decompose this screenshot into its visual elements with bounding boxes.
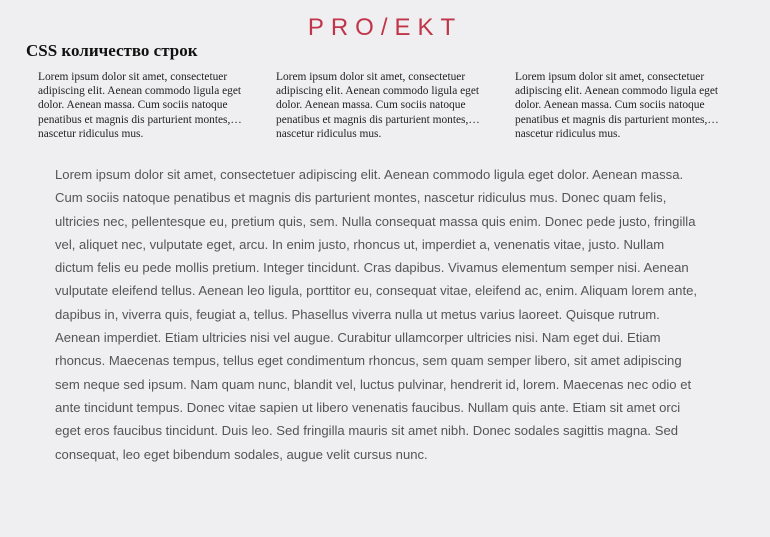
main-paragraph: Lorem ipsum dolor sit amet, consectetuer adipiscing elit. Aenean commodo ligula eget dolor. Aenean massa. Cum sociis natoque penatibus et magnis dis parturient montes, nascetur ridiculus mus. Donec quam felis, ultricies nec, pellentesque eu, pretium quis, sem. Nulla consequat massa quis enim. Donec pede justo, fringilla vel, aliquet nec, vulputate eget, arcu. In enim justo, rhoncus ut, imperdiet a, venenatis vitae, justo. Nullam dictum felis eu pede mollis pretium. Integer tincidunt. Cras dapibus. Vivamus elementum semper nisi. Aenean vulputate eleifend tellus. Aenean leo ligula, porttitor eu, consequat vitae, eleifend ac, enim. Aliquam lorem ante, dapibus in, viverra quis, feugiat a, tellus. Phasellus viverra nulla ut metus varius laoreet. Quisque rutrum. Aenean imperdiet. Etiam ultricies nisi vel augue. Curabitur ullamcorper ultricies nisi. Nam eget dui. Etiam rhoncus. Maecenas tempus, tellus eget condimentum rhoncus, sem quam semper libero, sit amet adipiscing sem neque sed ipsum. Nam quam nunc, blandit vel, luctus pulvinar, hendrerit id, lorem. Maecenas nec odio et ante tincidunt tempus. Donec vitae sapien ut libero venenatis faucibus. Nullam quis ante. Etiam sit amet orci eget eros faucibus tincidunt. Duis leo. Sed fringilla mauris sit amet nibh. Donec sodales sagittis magna. Sed consequat, leo eget bibendum sodales, augue velit cursus nunc.: [55, 167, 697, 462]
truncated-text-card-3: Lorem ipsum dolor sit amet, consectetuer adipiscing elit. Aenean commodo ligula eget dolor. Aenean massa. Cum sociis natoque penatibus et magnis dis parturient montes, nascetur ridiculus mus.: [515, 71, 719, 140]
site-logo[interactable]: PRO/EKT: [307, 14, 463, 41]
page-title: CSS количество строк: [26, 41, 198, 60]
truncated-text-card-2: Lorem ipsum dolor sit amet, consectetuer adipiscing elit. Aenean commodo ligula eget dolor. Aenean massa. Cum sociis natoque penatibus et magnis dis parturient montes, nascetur ridiculus mus.: [276, 71, 480, 140]
truncated-text-card-1: Lorem ipsum dolor sit amet, consectetuer adipiscing elit. Aenean commodo ligula eget dolor. Aenean massa. Cum sociis natoque penatibus et magnis dis parturient montes, nascetur ridiculus mus.: [38, 71, 242, 140]
